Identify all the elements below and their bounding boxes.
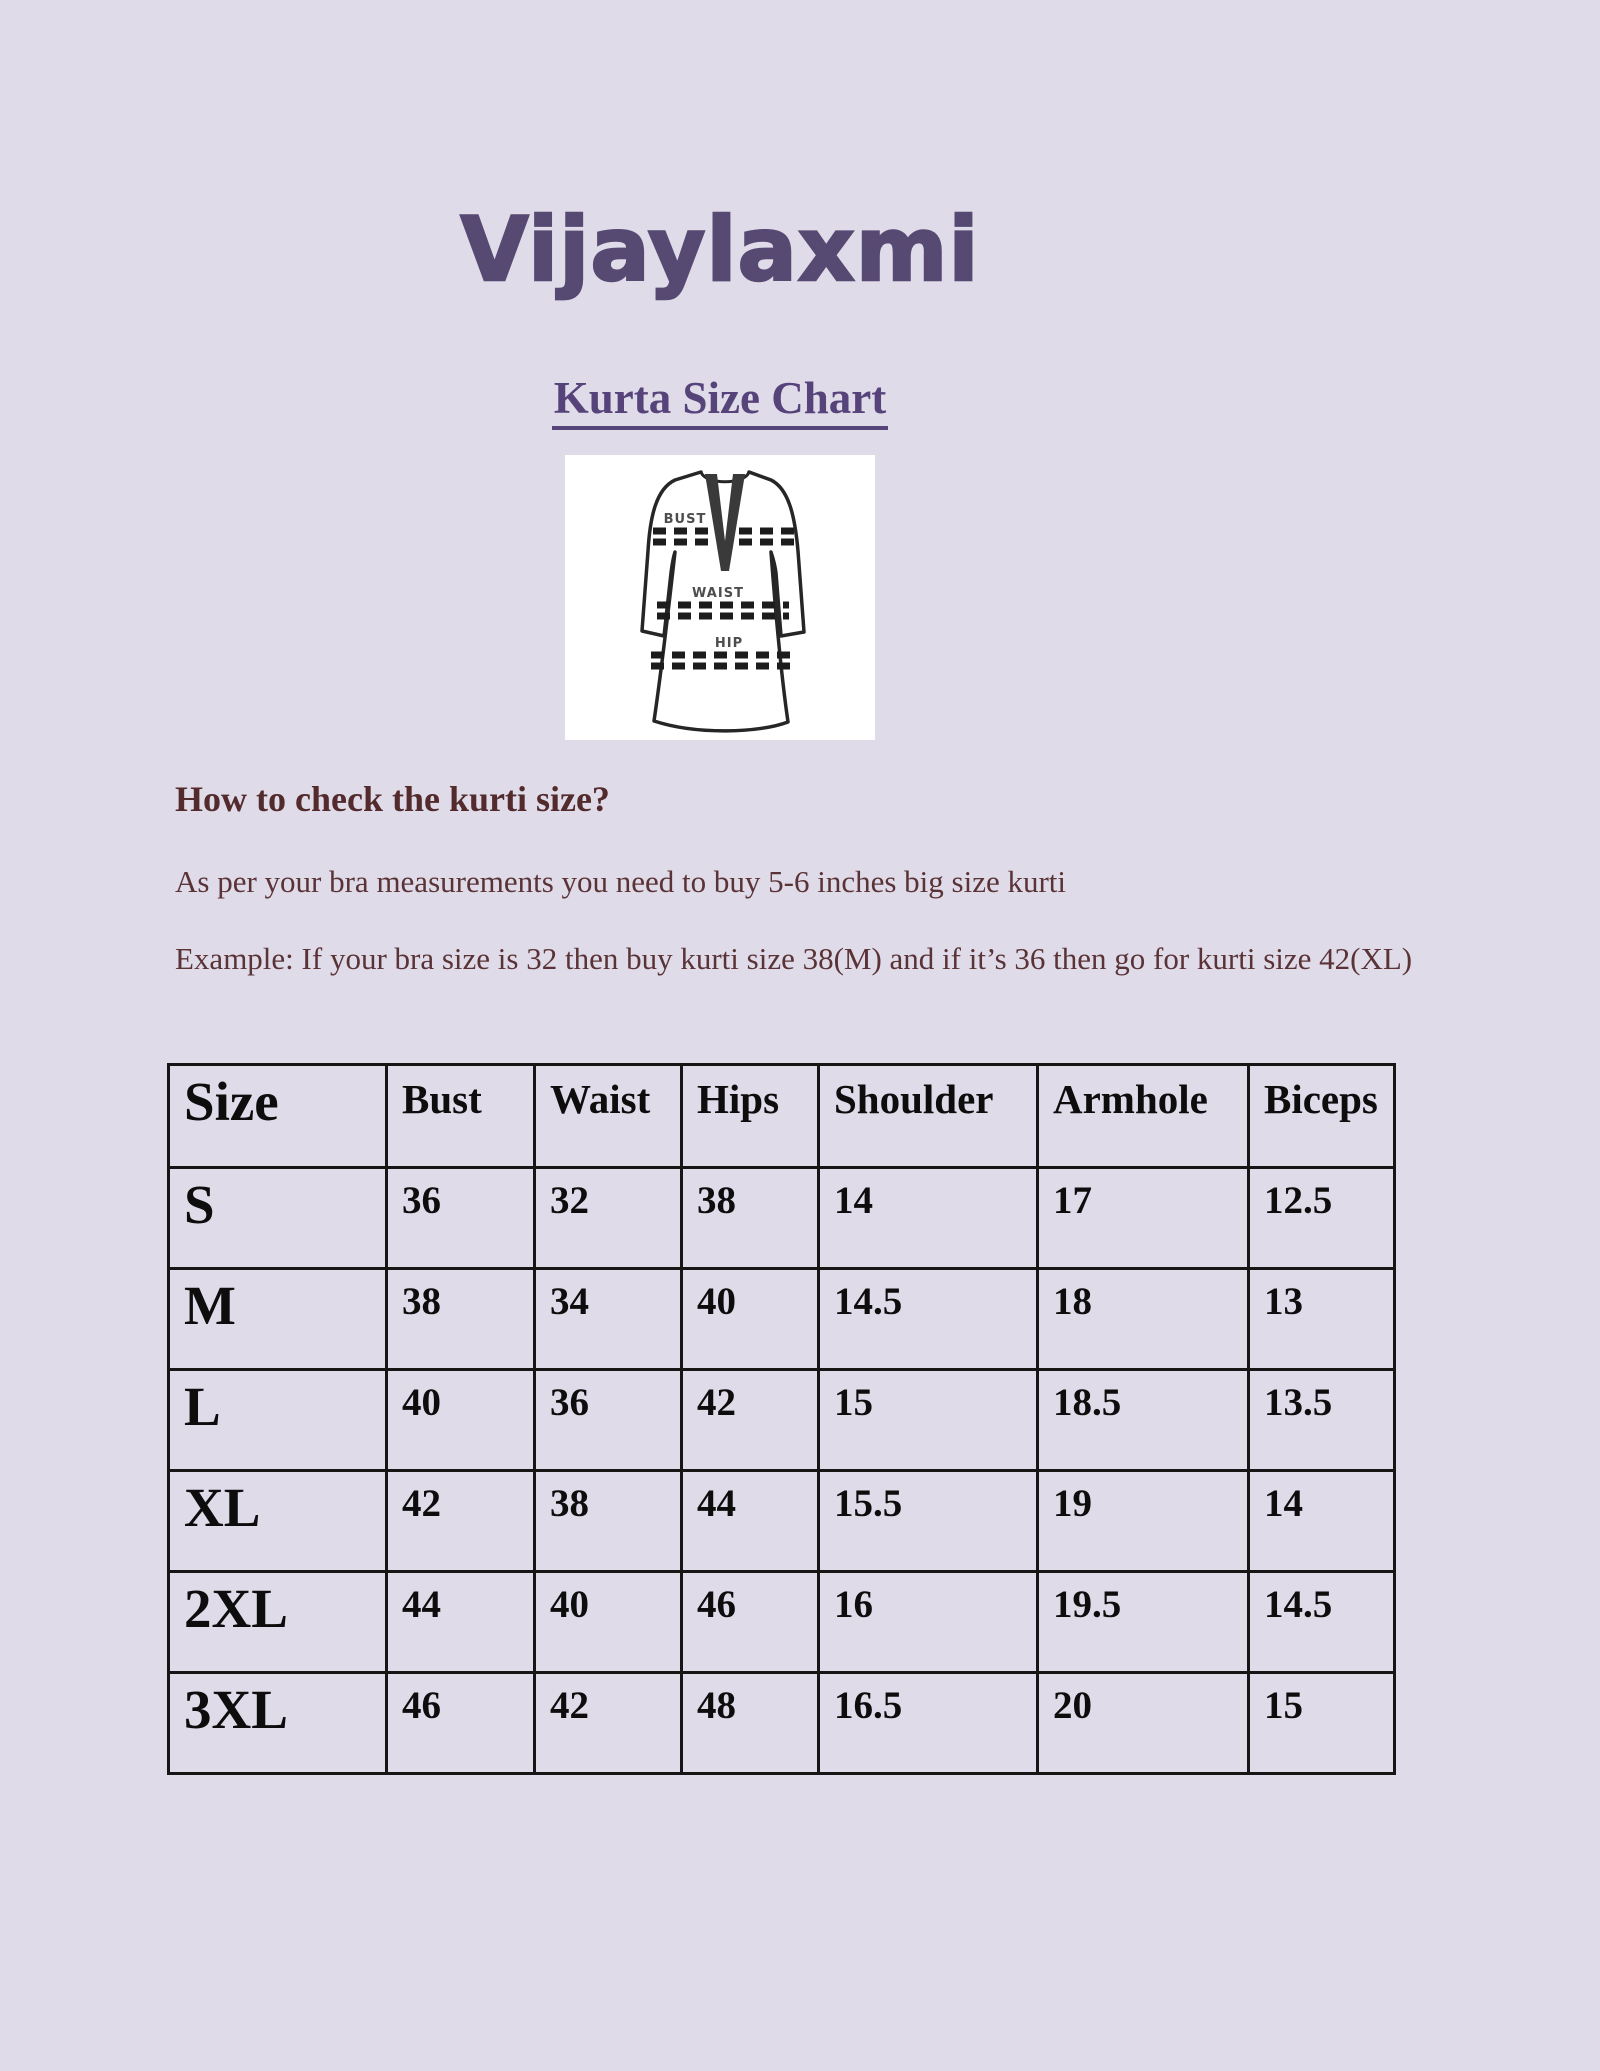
measurement-value: 40 bbox=[682, 1269, 819, 1370]
measurement-value: 19.5 bbox=[1038, 1572, 1249, 1673]
measurement-value: 38 bbox=[387, 1269, 535, 1370]
measurement-value: 42 bbox=[535, 1673, 682, 1774]
measurement-value: 46 bbox=[682, 1572, 819, 1673]
bust-label: BUST bbox=[663, 512, 707, 527]
section-heading: How to check the kurti size? bbox=[175, 779, 610, 819]
measurement-value: 16.5 bbox=[819, 1673, 1038, 1774]
size-label: 2XL bbox=[169, 1572, 387, 1673]
measurement-value: 15.5 bbox=[819, 1471, 1038, 1572]
measurement-value: 20 bbox=[1038, 1673, 1249, 1774]
measurement-value: 13 bbox=[1249, 1269, 1395, 1370]
measurement-value: 14.5 bbox=[819, 1269, 1038, 1370]
measurement-value: 15 bbox=[819, 1370, 1038, 1471]
measurement-value: 15 bbox=[1249, 1673, 1395, 1774]
column-header-size: Size bbox=[169, 1065, 387, 1168]
measurement-value: 46 bbox=[387, 1673, 535, 1774]
page-title-text: Kurta Size Chart bbox=[552, 373, 888, 430]
table-row bbox=[169, 1572, 1395, 1673]
header-row bbox=[169, 1065, 1395, 1168]
measurement-value: 14 bbox=[1249, 1471, 1395, 1572]
size-label: L bbox=[169, 1370, 387, 1471]
table-row bbox=[169, 1673, 1395, 1774]
measurement-value: 38 bbox=[535, 1471, 682, 1572]
measurement-value: 18 bbox=[1038, 1269, 1249, 1370]
waist-label: WAIST bbox=[692, 586, 744, 601]
measurement-value: 44 bbox=[682, 1471, 819, 1572]
measurement-value: 42 bbox=[387, 1471, 535, 1572]
measurement-value: 40 bbox=[535, 1572, 682, 1673]
measurement-value: 18.5 bbox=[1038, 1370, 1249, 1471]
column-header-hips: Hips bbox=[682, 1065, 819, 1168]
measurement-value: 14 bbox=[819, 1168, 1038, 1269]
measurement-value: 13.5 bbox=[1249, 1370, 1395, 1471]
measurement-value: 17 bbox=[1038, 1168, 1249, 1269]
column-header-waist: Waist bbox=[535, 1065, 682, 1168]
size-table-head bbox=[169, 1065, 1395, 1168]
size-label: XL bbox=[169, 1471, 387, 1572]
table-row bbox=[169, 1370, 1395, 1471]
size-table-body bbox=[169, 1168, 1395, 1774]
table-row bbox=[169, 1269, 1395, 1370]
size-table bbox=[167, 1063, 1396, 1775]
measurement-value: 34 bbox=[535, 1269, 682, 1370]
measurement-value: 12.5 bbox=[1249, 1168, 1395, 1269]
hip-label: HIP bbox=[714, 636, 744, 651]
paragraph-example: Example: If your bra size is 32 then buy kurti size 38(M) and if it’s 36 then go for kurti size 42(XL) bbox=[175, 941, 1413, 976]
column-header-armhole: Armhole bbox=[1038, 1065, 1249, 1168]
measurement-value: 40 bbox=[387, 1370, 535, 1471]
kurta-outline bbox=[642, 472, 804, 731]
measurement-value: 16 bbox=[819, 1572, 1038, 1673]
kurti-figure bbox=[565, 455, 875, 740]
measurement-value: 14.5 bbox=[1249, 1572, 1395, 1673]
size-label: S bbox=[169, 1168, 387, 1269]
measurement-value: 19 bbox=[1038, 1471, 1249, 1572]
measurement-value: 36 bbox=[387, 1168, 535, 1269]
measurement-value: 44 bbox=[387, 1572, 535, 1673]
measurement-value: 32 bbox=[535, 1168, 682, 1269]
measurement-value: 48 bbox=[682, 1673, 819, 1774]
page-title bbox=[0, 372, 1440, 424]
column-header-shoulder: Shoulder bbox=[819, 1065, 1038, 1168]
size-label: 3XL bbox=[169, 1673, 387, 1774]
brand-logo: Vijaylaxmi bbox=[460, 198, 980, 301]
column-header-biceps: Biceps bbox=[1249, 1065, 1395, 1168]
kurti-measurement-diagram-icon bbox=[565, 455, 875, 740]
column-header-bust: Bust bbox=[387, 1065, 535, 1168]
measurement-value: 36 bbox=[535, 1370, 682, 1471]
measurement-value: 38 bbox=[682, 1168, 819, 1269]
paragraph-measurement-tip: As per your bra measurements you need to buy 5-6 inches big size kurti bbox=[175, 864, 1067, 899]
table-row bbox=[169, 1471, 1395, 1572]
size-label: M bbox=[169, 1269, 387, 1370]
measurement-value: 42 bbox=[682, 1370, 819, 1471]
table-row bbox=[169, 1168, 1395, 1269]
